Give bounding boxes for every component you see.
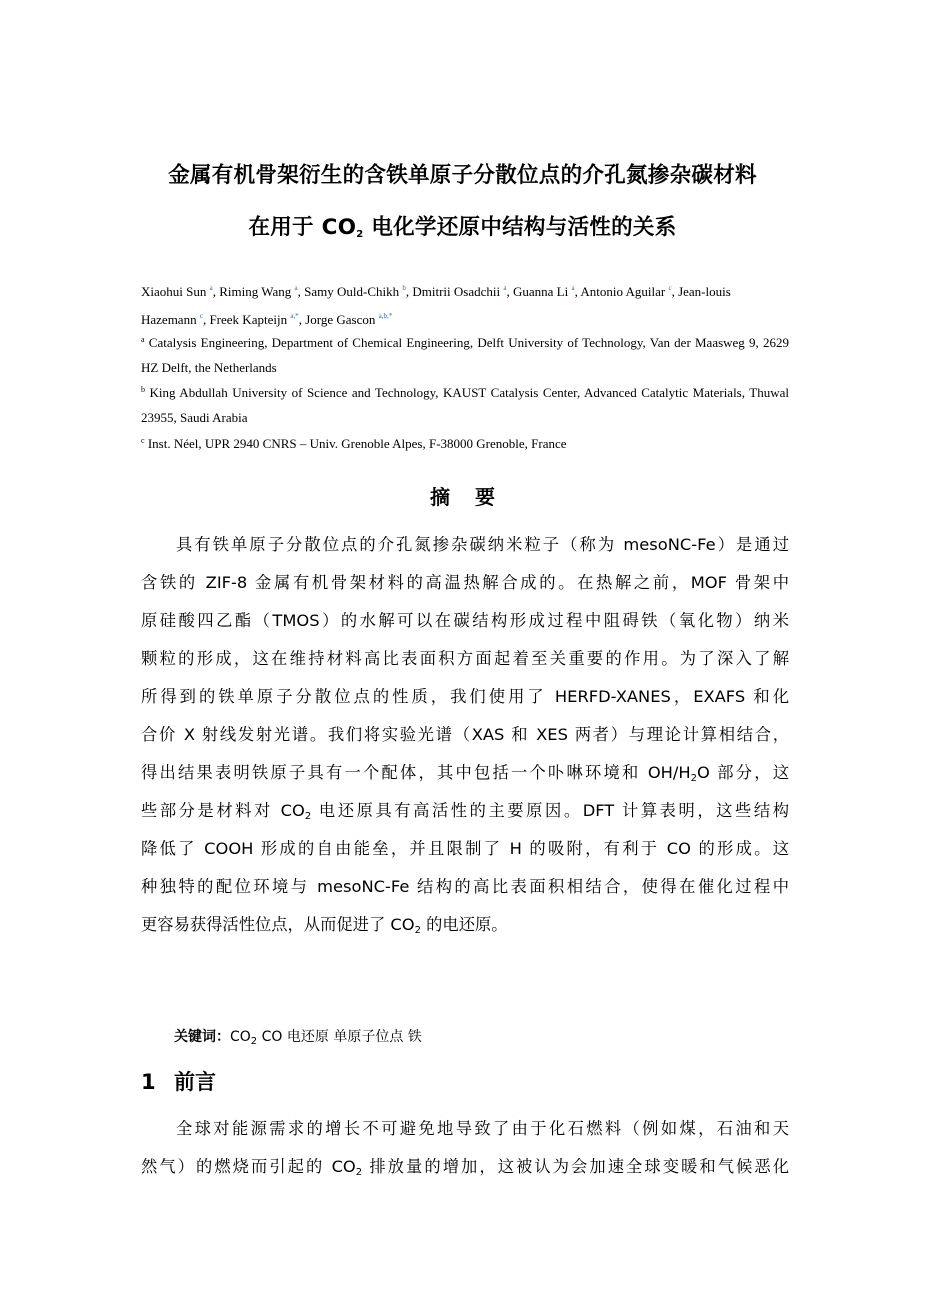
affiliation-c: $^c$ Inst. Néel, UPR 2940 CNRS – Univ. Grenoble Alpes, F-38000 Grenoble, France <box>141 436 567 451</box>
abstract-line: 具有铁单原子分散位点的介孔氮掺杂碳纳米粒子（称为 mesoNC-Fe）是通过 <box>176 535 789 554</box>
section-heading <box>141 1066 216 1096</box>
author: Dmitrii Osadchii $^a$, <box>412 284 513 299</box>
section-number: 1 <box>141 1070 156 1094</box>
author: Freek Kapteijn $^{a,*}$, <box>209 312 306 327</box>
abstract-line: 种独特的配位环境与 mesoNC-Fe 结构的高比表面积相结合，使得在催化过程中 <box>141 877 789 896</box>
abstract-heading: 摘 要 <box>430 485 495 509</box>
author: Samy Ould-Chikh $^b$, <box>304 284 413 299</box>
intro-line: 然气）的燃烧而引起的 $CO_2$ 排放量的增加，这被认为会加速全球变暖和气候恶化 <box>141 1157 789 1178</box>
abstract-line: 含铁的 ZIF-8 金属有机骨架材料的高温热解合成的。在热解之前，MOF 骨架中 <box>141 573 789 592</box>
author: Jorge Gascon $^{a,b,*}$ <box>305 312 393 327</box>
author-list <box>141 276 789 332</box>
abstract-line: 所得到的铁单原子分散位点的性质，我们使用了 HERFD-XANES，EXAFS 和化 <box>141 687 789 706</box>
abstract-line: 原硅酸四乙酯（TMOS）的水解可以在碳结构形成过程中阻碍铁（氧化物）纳米 <box>141 611 789 630</box>
author: Antonio Aguilar $^c$, <box>580 284 679 299</box>
paper-title-line2 <box>0 210 925 241</box>
abstract-line: 降低了 COOH 形成的自由能垒，并且限制了 H 的吸附，有利于 CO 的形成。这 <box>141 839 789 858</box>
keywords-label: 关键词： <box>174 1029 230 1045</box>
intro-body <box>141 1112 789 1188</box>
abstract-line: 更容易获得活性位点，从而促进了 $CO_2$ 的电还原。 <box>141 915 508 936</box>
title-text-pre: 在用于 CO <box>248 215 357 240</box>
paper-title-line1: 金属有机骨架衍生的含铁单原子分散位点的介孔氮掺杂碳材料 <box>168 163 757 188</box>
abstract-line: 得出结果表明铁原子具有一个配体，其中包括一个卟啉环境和 $OH/H_2O$ 部分，这 <box>141 763 789 784</box>
author: Riming Wang $^a$, <box>219 284 305 299</box>
author: Xiaohui Sun $^a$, <box>141 284 220 299</box>
abstract-line: 合价 X 射线发射光谱。我们将实验光谱（XAS 和 XES 两者）与理论计算相结合， <box>141 725 789 744</box>
title-text-post: 电化学还原中结构与活性的关系 <box>363 215 677 240</box>
author: Guanna Li $^a$, <box>512 284 581 299</box>
affiliation-b: $^b$ King Abdullah University of Science and Technology, KAUST Catalysis Center, Advanced Catalytic Materials, Thuwal 23955, Saudi Arabia <box>141 385 789 425</box>
author: Jean-louis Hazemann $^c$, <box>141 284 731 327</box>
section-title: 前言 <box>174 1070 216 1094</box>
abstract-line: 些部分是材料对 $CO_2$ 电还原具有高活性的主要原因。DFT 计算表明，这些结构 <box>141 801 789 822</box>
title-subscript: 2 <box>356 229 364 240</box>
intro-line: 全球对能源需求的增长不可避免地导致了由于化石燃料（例如煤，石油和天 <box>176 1119 789 1138</box>
abstract-body <box>141 528 789 946</box>
affiliation-a: $^a$ Catalysis Engineering, Department of Chemical Engineering, Delft University of Technology, Van der Maasweg 9, 2629 HZ Delft, the Netherlands <box>141 335 789 375</box>
abstract-line: 颗粒的形成，这在维持材料高比表面积方面起着至关重要的作用。为了深入了解 <box>141 649 789 668</box>
keywords: 关键词：$CO_2$ CO 电还原 单原子位点 铁 <box>174 1029 422 1047</box>
